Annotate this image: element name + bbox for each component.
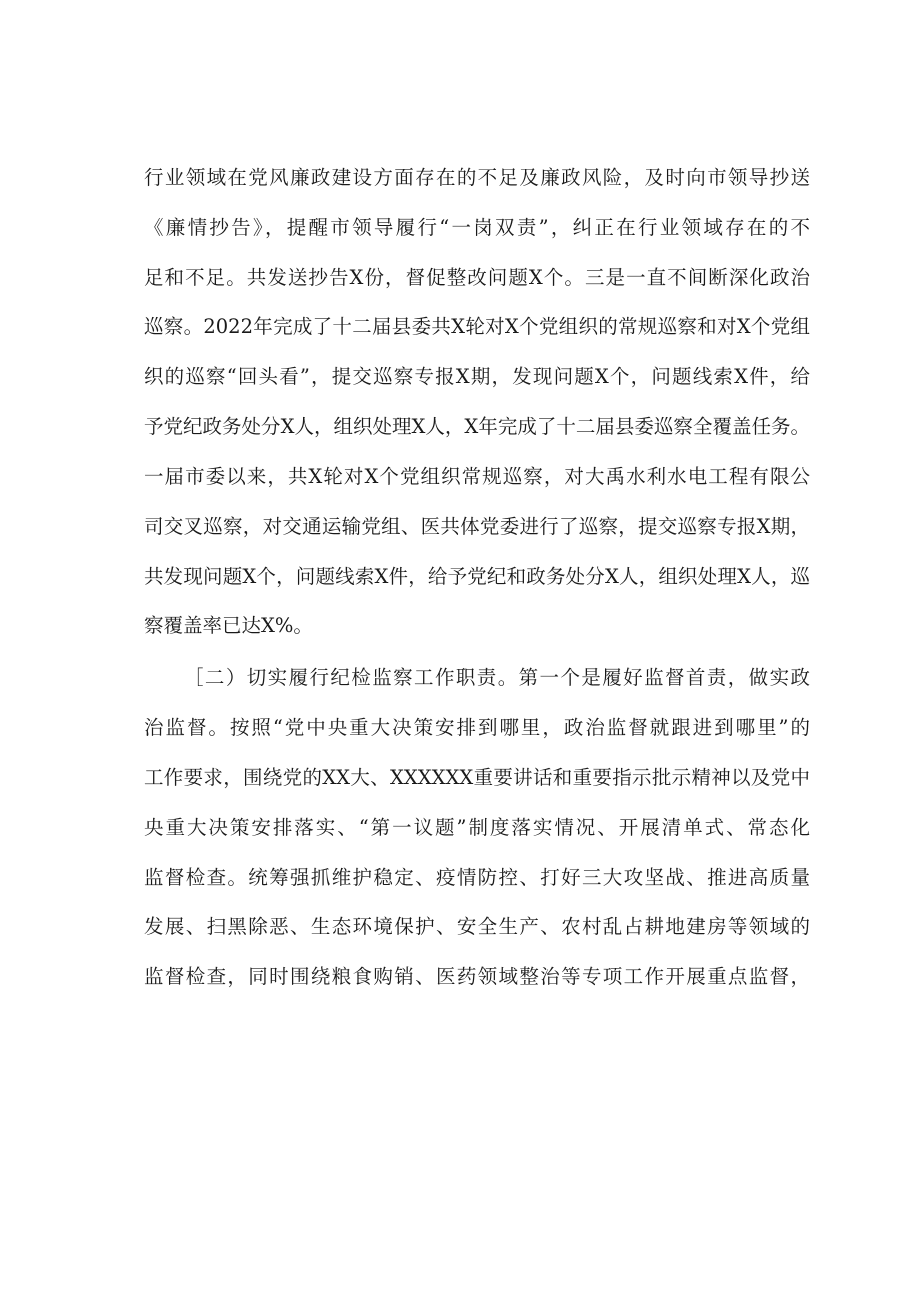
body-text-line: 织的巡察“回头看”，提交巡察专报X期，发现问题X个，问题线索X件，给 (144, 365, 810, 388)
body-text-line: 共发现问题X个，问题线索X件，给予党纪和政务处分X人，组织处理X人，巡 (144, 565, 810, 588)
body-text-line: 央重大决策安排落实、“第一议题”制度落实情况、开展清单式、常态化 (144, 816, 810, 839)
body-text-line: 司交叉巡察，对交通运输党组、医共体党委进行了巡察，提交巡察专报X期， (144, 515, 810, 538)
body-text-line: 治监督。按照“党中央重大决策安排到哪里，政治监督就跟进到哪里”的 (144, 716, 810, 739)
section-heading-line: ［二）切实履行纪检监察工作职责。第一个是履好监督首责，做实政 (184, 666, 810, 689)
body-text-line: 一届市委以来，共X轮对X个党组织常规巡察，对大禹水利水电工程有限公 (144, 465, 810, 488)
body-text-line: 发展、扫黑除恶、生态环境保护、安全生产、农村乱占耕地建房等领域的 (144, 915, 810, 938)
body-text-line: 足和不足。共发送抄告X份，督促整改问题X个。三是一直不间断深化政治 (144, 266, 810, 289)
body-text-line: 工作要求，围绕党的XX大、XXXXXX重要讲话和重要指示批示精神以及党中 (144, 766, 810, 789)
body-text-line-paragraph-end: 察覆盖率已达X%。 (144, 614, 313, 637)
body-text-line: 行业领域在党风廉政建设方面存在的不足及廉政风险，及时向市领导抄送 (144, 166, 810, 189)
body-text-line: 监督检查，同时围绕粮食购销、医药领域整治等专项工作开展重点监督， (144, 965, 810, 988)
body-text-line: 《廉情抄告》，提醒市领导履行“一岗双责”，纠正在行业领域存在的不 (144, 216, 810, 239)
body-text-line: 监督检查。统筹强抓维护稳定、疫情防控、打好三大攻坚战、推进高质量 (144, 866, 810, 889)
body-text-line: 巡察。2022年完成了十二届县委共X轮对X个党组织的常规巡察和对X个党组 (144, 315, 810, 338)
body-text-line: 予党纪政务处分X人，组织处理X人，X年完成了十二届县委巡察全覆盖任务。 (144, 415, 810, 438)
